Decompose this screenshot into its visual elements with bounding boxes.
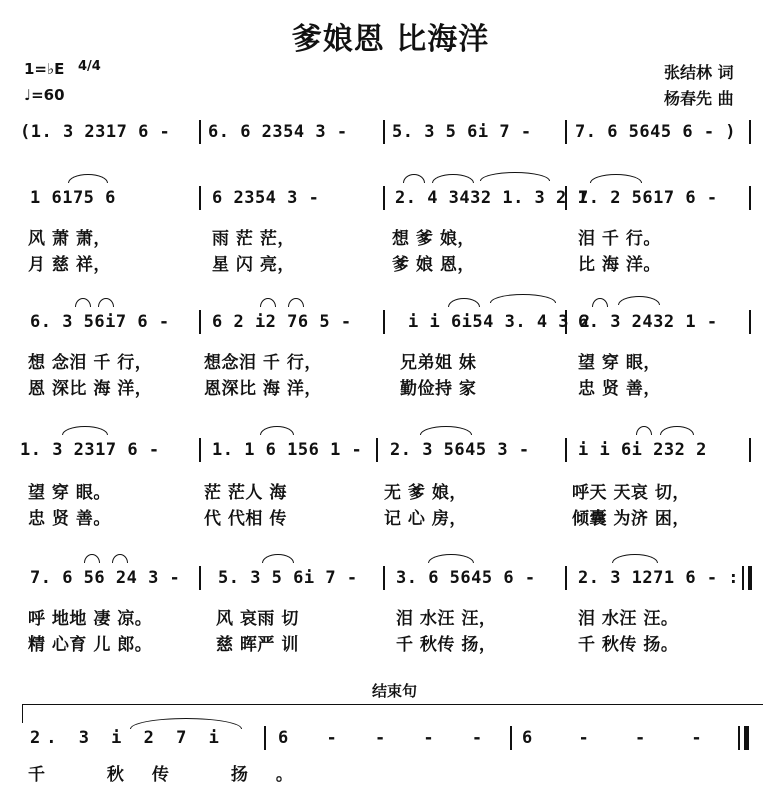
- slur: [98, 298, 114, 307]
- barline: [510, 726, 512, 750]
- slur: [428, 554, 474, 563]
- slur: [480, 172, 550, 181]
- slur: [618, 296, 660, 305]
- measure: 7. 2 5617 6 -: [578, 188, 718, 208]
- tempo-marking: ♩=60: [24, 86, 65, 104]
- ending-label: 结束句: [372, 682, 418, 700]
- key-signature: 1=♭E: [24, 60, 65, 78]
- slur: [288, 298, 304, 307]
- measure: 2. 4 3432 1. 3 2 1: [395, 188, 589, 208]
- slur: [420, 426, 472, 435]
- measure: 6. 3 2432 1 -: [578, 312, 718, 332]
- barline: [383, 186, 385, 210]
- lyric-verse-1: 望 穿 眼，: [578, 353, 661, 373]
- measure: 3. 6 5645 6 -: [396, 568, 536, 588]
- barline: [383, 120, 385, 144]
- barline: [749, 310, 751, 334]
- final-barline-thick: [744, 726, 749, 750]
- measure: 6 2 i2 76 5 -: [212, 312, 352, 332]
- lyric-verse-2: 代 代相 传: [204, 509, 287, 529]
- lyric-verse-1: 茫 茫人 海: [204, 483, 287, 503]
- barline: [749, 186, 751, 210]
- composer-credit: 杨春先 曲: [664, 89, 734, 108]
- lyric-verse-1: 千 秋传 扬。: [28, 765, 321, 785]
- slur: [112, 554, 128, 563]
- slur: [636, 426, 652, 435]
- slur: [490, 294, 556, 303]
- time-signature-value: 4/4: [78, 59, 101, 74]
- barline: [199, 566, 201, 590]
- barline: [749, 120, 751, 144]
- measure: 2. 3 5645 3 -: [390, 440, 530, 460]
- slur: [260, 426, 294, 435]
- lyric-verse-1: 想 爹 娘，: [392, 229, 475, 249]
- lyric-verse-1: 雨 茫 茫，: [212, 229, 295, 249]
- measure: 5. 3 5 6i 7 -: [218, 568, 358, 588]
- lyric-verse-1: 想念泪 千 行，: [204, 353, 322, 373]
- measure: 6 - - -: [522, 728, 720, 748]
- lyric-verse-1: 想 念泪 千 行，: [28, 353, 153, 373]
- lyric-verse-2: 忠 贤 善。: [28, 509, 111, 529]
- measure: 1 6175 6: [30, 188, 116, 208]
- barline: [199, 310, 201, 334]
- barline: [199, 186, 201, 210]
- measure: 6 2354 3 -: [212, 188, 320, 208]
- slur: [84, 554, 100, 563]
- barline: [199, 120, 201, 144]
- lyric-verse-2: 倾囊 为济 困，: [572, 509, 690, 529]
- ending-bracket: [22, 704, 763, 723]
- slur: [62, 426, 108, 435]
- lyric-verse-2: 恩深比 海 洋，: [204, 379, 322, 399]
- measure: i i 6i 232 2: [578, 440, 707, 460]
- lyric-verse-2: 千 秋传 扬，: [396, 635, 497, 655]
- measure: (1. 3 2317 6 -: [20, 122, 171, 142]
- barline: [383, 310, 385, 334]
- barline: [565, 566, 567, 590]
- slur: [262, 554, 294, 563]
- song-title: 爹娘恩 比海洋: [291, 22, 490, 57]
- lyric-verse-1: 望 穿 眼。: [28, 483, 111, 503]
- slur: [448, 298, 480, 307]
- lyric-verse-1: 呼 地地 凄 凉。: [28, 609, 153, 629]
- lyric-verse-2: 恩 深比 海 洋，: [28, 379, 153, 399]
- barline: [376, 438, 378, 462]
- measure: 1. 1 6 156 1 -: [212, 440, 363, 460]
- barline: [199, 438, 201, 462]
- lyric-verse-1: 呼天 天哀 切，: [572, 483, 690, 503]
- final-barline-thin: [738, 726, 740, 750]
- slur: [403, 174, 425, 183]
- lyric-verse-2: 记 心 房，: [384, 509, 467, 529]
- measure: 7. 6 56 24 3 -: [30, 568, 181, 588]
- lyric-verse-2: 慈 晖严 训: [216, 635, 299, 655]
- lyric-verse-2: 勤俭持 家: [400, 379, 477, 399]
- slur: [590, 174, 642, 183]
- lyric-verse-2: 忠 贤 善，: [578, 379, 661, 399]
- lyric-verse-1: 泪 千 行。: [578, 229, 661, 249]
- measure: 5. 3 5 6i 7 -: [392, 122, 532, 142]
- slur: [68, 174, 108, 183]
- barline: [565, 438, 567, 462]
- measure: 2. 3 1271 6 - :: [578, 568, 740, 588]
- slur: [592, 298, 608, 307]
- time-signature: [78, 60, 101, 73]
- measure: 1. 3 2317 6 -: [20, 440, 160, 460]
- measure: 6. 6 2354 3 -: [208, 122, 348, 142]
- slur: [660, 426, 694, 435]
- lyric-verse-2: 星 闪 亮，: [212, 255, 295, 275]
- slur: [432, 174, 474, 183]
- repeat-barline-thin: [742, 566, 744, 590]
- measure: 2. 3 i 2 7 i: [30, 728, 225, 748]
- lyric-verse-2: 比 海 洋。: [578, 255, 661, 275]
- lyric-verse-2: 爹 娘 恩，: [392, 255, 475, 275]
- measure: 6. 3 56i7 6 -: [30, 312, 170, 332]
- lyric-verse-1: 泪 水汪 汪。: [578, 609, 679, 629]
- lyric-verse-2: 千 秋传 扬。: [578, 635, 679, 655]
- lyric-verse-2: 月 慈 祥，: [28, 255, 111, 275]
- lyric-verse-2: 精 心育 儿 郎。: [28, 635, 153, 655]
- barline: [749, 438, 751, 462]
- slur: [612, 554, 658, 563]
- lyric-verse-1: 风 哀雨 切: [216, 609, 299, 629]
- lyric-verse-1: 无 爹 娘，: [384, 483, 467, 503]
- measure: 7. 6 5645 6 - ): [575, 122, 737, 142]
- lyricist-credit: 张结林 词: [664, 63, 734, 82]
- measure: 6 - - - -: [278, 728, 497, 748]
- lyric-verse-1: 泪 水汪 汪，: [396, 609, 497, 629]
- lyric-verse-1: 兄弟姐 妹: [400, 353, 477, 373]
- barline: [383, 566, 385, 590]
- repeat-barline-thick: [748, 566, 752, 590]
- lyric-verse-1: 风 萧 萧，: [28, 229, 111, 249]
- slur: [75, 298, 91, 307]
- slur: [260, 298, 276, 307]
- measure: i i 6i54 3. 4 3 2: [408, 312, 591, 332]
- barline: [565, 120, 567, 144]
- barline: [264, 726, 266, 750]
